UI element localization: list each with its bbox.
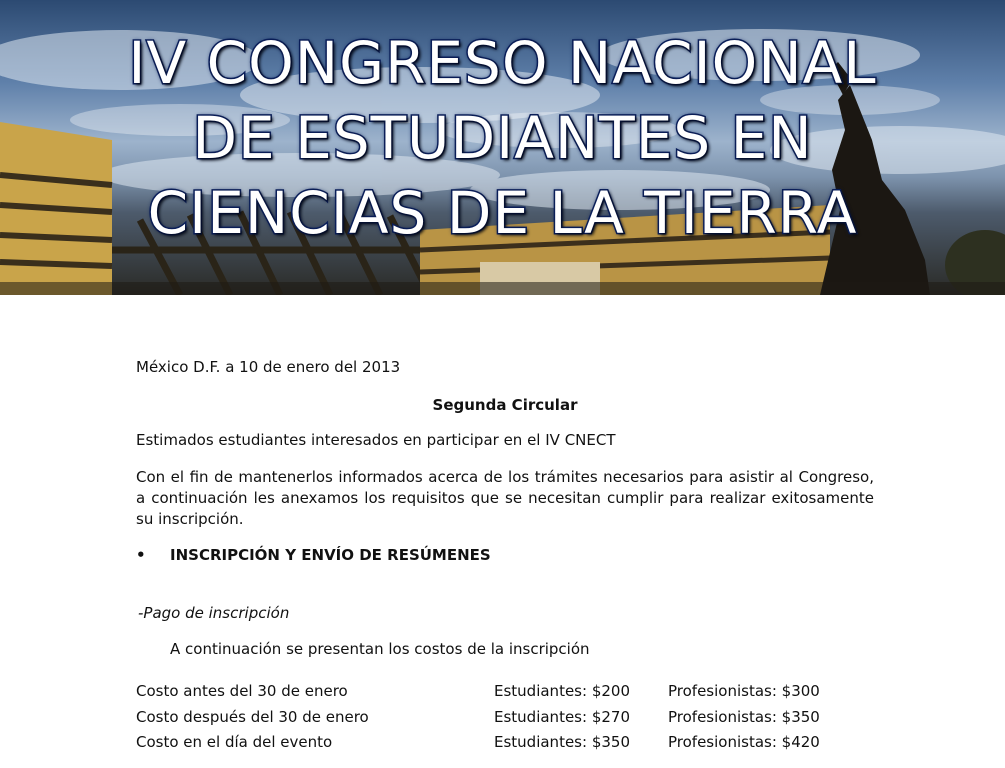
table-row [136, 679, 874, 705]
cost-students: Estudiantes: $350 [494, 733, 630, 752]
cost-students: Estudiantes: $200 [494, 682, 630, 701]
costs-table [136, 679, 874, 756]
banner [0, 0, 1005, 295]
banner-title-line-3: CIENCIAS DE LA TIERRA [147, 179, 858, 247]
section-bullet [136, 545, 491, 566]
bullet-icon: • [136, 546, 146, 564]
intro-paragraph: Con el fin de mantenerlos informados acerca de los trámites necesarios para asistir al Congreso, a continuación les anexamos los requisitos que se necesitan cumplir para realizar exitosamente su inscripción. [136, 468, 874, 528]
cost-professionals: Profesionistas: $350 [668, 707, 820, 726]
banner-title [0, 26, 1005, 251]
table-row [136, 730, 874, 756]
banner-title-line-1: IV CONGRESO NACIONAL [128, 29, 877, 97]
cost-professionals: Profesionistas: $300 [668, 682, 820, 701]
circular-heading: Segunda Circular [432, 396, 578, 414]
section-title: INSCRIPCIÓN Y ENVÍO DE RESÚMENES [170, 546, 491, 564]
greeting: Estimados estudiantes interesados en participar en el IV CNECT [136, 431, 616, 449]
cost-period: Costo en el día del evento [136, 733, 333, 752]
cost-period: Costo después del 30 de enero [136, 707, 369, 726]
table-row [136, 705, 874, 731]
costs-intro: A continuación se presentan los costos de la inscripción [170, 640, 590, 658]
cost-professionals: Profesionistas: $420 [668, 733, 820, 752]
cost-period: Costo antes del 30 de enero [136, 682, 348, 701]
banner-title-line-2: DE ESTUDIANTES EN [192, 104, 813, 172]
cost-students: Estudiantes: $270 [494, 707, 630, 726]
subsection-title: -Pago de inscripción [138, 604, 290, 622]
date-line: México D.F. a 10 de enero del 2013 [136, 358, 401, 376]
